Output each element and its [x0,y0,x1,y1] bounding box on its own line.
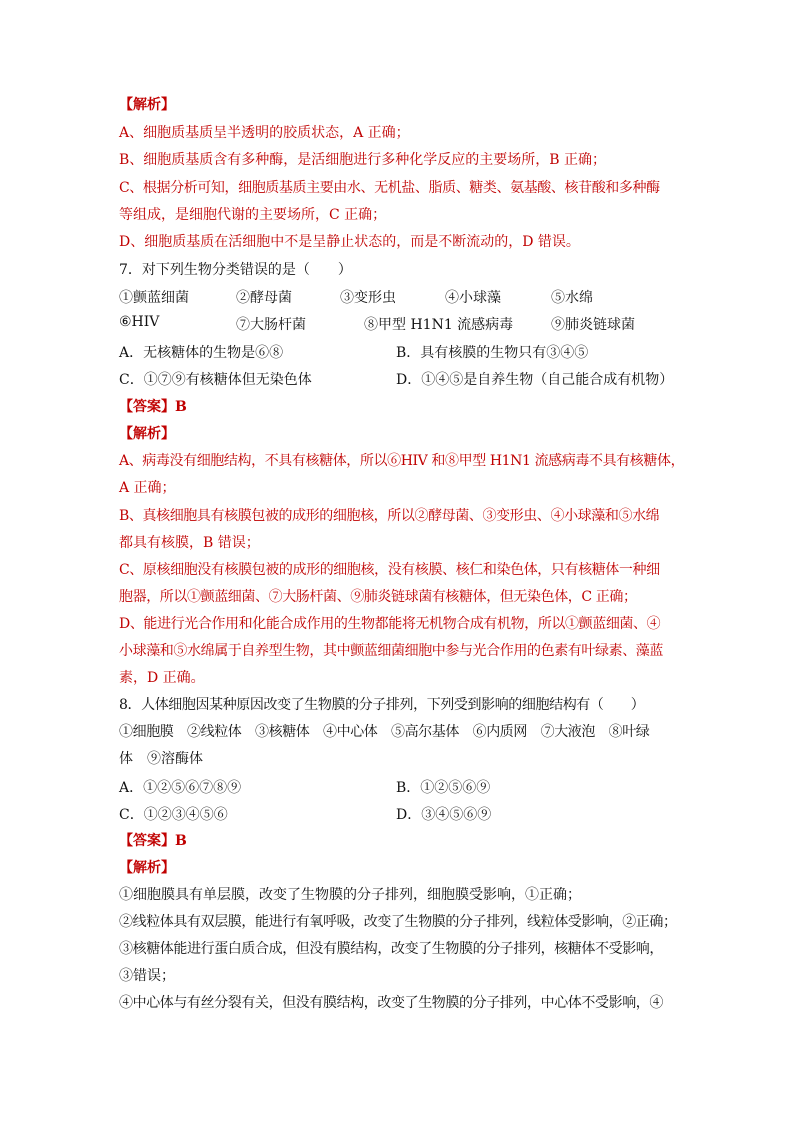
option-d: D．③④⑤⑥⑨ [396,807,492,823]
structure-list: 体 ⑨溶酶体 [119,751,203,767]
analysis-header: 【解析】 [119,860,175,876]
analysis-line: ④中心体与有丝分裂有关，但没有膜结构，改变了生物膜的分子排列，中心体不受影响，④ [119,995,663,1011]
analysis-line: 小球藻和⑤水绵属于自养型生物，其中颤蓝细菌细胞中参与光合作用的色素有叶绿素、藻蓝 [119,643,663,659]
analysis-line: 等组成，是细胞代谢的主要场所，C 正确； [119,207,387,223]
option-b: B．①②⑤⑥⑨ [396,780,491,796]
option-b: B．具有核膜的生物只有③④⑤ [396,345,589,361]
analysis-line: ①细胞膜具有单层膜，改变了生物膜的分子排列，细胞膜受影响，①正确； [119,887,581,903]
organism-item: ④小球藻 [445,290,501,306]
analysis-line: A、细胞质基质呈半透明的胶质状态，A 正确； [119,125,410,141]
analysis-line: A 正确； [119,480,176,496]
organism-item: ②酵母菌 [236,290,292,306]
structure-list: ①细胞膜 ②线粒体 ③核糖体 ④中心体 ⑤高尔基体 ⑥内质网 ⑦大液泡 ⑧叶绿 [119,724,650,740]
analysis-line: C、根据分析可知，细胞质基质主要由水、无机盐、脂质、糖类、氨基酸、核苷酸和多种酶 [119,180,660,196]
organism-item: ①颤蓝细菌 [119,290,189,306]
question-stem: 8．人体细胞因某种原因改变了生物膜的分子排列，下列受到影响的细胞结构有（ ） [119,697,645,713]
analysis-line: B、细胞质基质含有多种酶，是活细胞进行多种化学反应的主要场所，B 正确； [119,152,607,168]
analysis-line: D、能进行光合作用和化能合成作用的生物都能将无机物合成有机物，所以①颤蓝细菌、④ [119,616,661,632]
analysis-line: 都具有核膜，B 错误； [119,535,260,551]
analysis-line: C、原核细胞没有核膜包被的成形的细胞核，没有核膜、核仁和染色体，只有核糖体一种细 [119,562,660,578]
analysis-header: 【解析】 [119,426,175,442]
option-d: D．①④⑤是自养生物（自己能合成有机物） [396,372,674,388]
analysis-line: 胞器，所以①颤蓝细菌、⑦大肠杆菌、⑨肺炎链球菌有核糖体，但无染色体，C 正确； [119,589,637,605]
analysis-line: D、细胞质基质在活细胞中不是呈静止状态的，而是不断流动的，D 错误。 [119,234,580,250]
organism-item: ⑤水绵 [551,290,593,306]
analysis-line: ③核糖体能进行蛋白质合成，但没有膜结构，改变了生物膜的分子排列，核糖体不受影响， [119,941,663,957]
option-a: A．①②⑤⑥⑦⑧⑨ [119,780,242,796]
organism-item: ⑨肺炎链球菌 [551,317,635,333]
analysis-line: 素，D 正确。 [119,670,205,686]
analysis-line: ③错误； [119,968,175,984]
analysis-line: ②线粒体具有双层膜，能进行有氧呼吸，改变了生物膜的分子排列，线粒体受影响，②正确； [119,914,677,930]
answer-label: 【答案】B [119,833,187,849]
organism-item: ③变形虫 [340,290,396,306]
organism-item: ⑥HIV [119,314,160,330]
option-c: C．①②③④⑤⑥ [119,807,228,823]
option-a: A．无核糖体的生物是⑥⑧ [119,345,284,361]
organism-item: ⑦大肠杆菌 [236,317,306,333]
analysis-line: B、真核细胞具有核膜包被的成形的细胞核，所以②酵母菌、③变形虫、④小球藻和⑤水绵 [119,508,660,524]
analysis-line: A、病毒没有细胞结构，不具有核糖体，所以⑥HIV 和⑧甲型 H1N1 流感病毒不具有核糖体， [119,453,685,469]
organism-item: ⑧甲型 H1N1 流感病毒 [364,317,514,333]
answer-label: 【答案】B [119,399,187,415]
option-c: C．①⑦⑨有核糖体但无染色体 [119,372,312,388]
question-stem: 7．对下列生物分类错误的是（ ） [119,262,352,278]
analysis-header: 【解析】 [119,97,175,113]
